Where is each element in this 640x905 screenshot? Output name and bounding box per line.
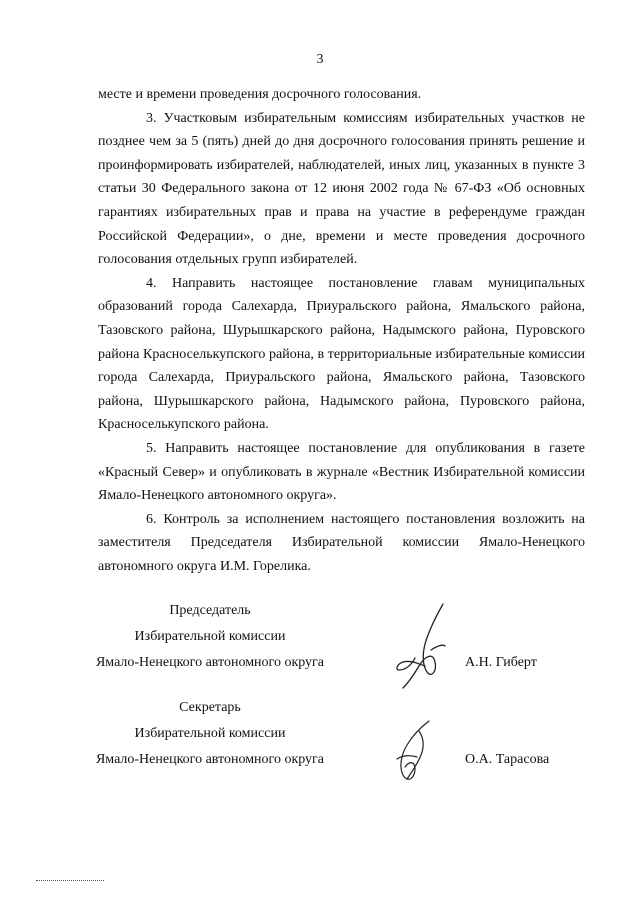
paragraph-item-5: 5. Направить настоящее постановление для опубликования в газете «Красный Север» и опубликовать в журнале «Вестник Избирательной комиссии Ямало-Ненецкого автономного округа». — [98, 440, 585, 504]
signatory-name: А.Н. Гиберт — [465, 655, 537, 670]
paragraph-item-3: 3. Участковым избирательным комиссиям избирательных участков не позднее чем за 5 (пять) дней до дня досрочного голосования принять решение и проинформировать избирателей, наблюдателей, иных лиц, указанных в пункте 3 статьи 30 Федерального закона от 12 июня 2002 года № 67-ФЗ «Об основных гарантиях избирательных прав и права на участие в референдуме граждан Российской Федерации», о дне, времени и месте проведения досрочного голосования отдельных групп избирателей. — [98, 110, 585, 268]
signature-role-line: Избирательной комиссии — [134, 629, 286, 644]
handwritten-signature-icon — [385, 600, 460, 700]
paragraph-continuation: месте и времени проведения досрочного голосования. — [98, 87, 422, 102]
signature-role-line: Ямало-Ненецкого автономного округа — [95, 655, 325, 670]
page-number: 3 — [316, 52, 324, 67]
signatory-name: О.А. Тарасова — [465, 752, 550, 767]
document-body — [98, 83, 585, 578]
paragraph-item-6: 6. Контроль за исполнением настоящего постановления возложить на заместителя Председателя Избирательной комиссии Ямало-Ненецкого автономного округа И.М. Горелика. — [98, 511, 585, 574]
handwritten-signature-icon — [385, 715, 445, 795]
signature-role-title: Председатель — [169, 603, 251, 618]
footer-divider — [36, 880, 104, 881]
paragraph-item-4: 4. Направить настоящее постановление главам муниципальных образований города Салехарда, Приуральского района, Ямальского района, Тазовского района, Шурышкарского района, Надымского района, Пуровского района Красноселькупского района, в территориальные избирательные комиссии города Салехарда, Приуральского района, Ямальского района, Тазовского района, Шурышкарского района, Надымского района, Пуровского района, Красноселькупского района. — [98, 275, 585, 433]
signature-role-line: Ямало-Ненецкого автономного округа — [95, 752, 325, 767]
signature-role-line: Избирательной комиссии — [134, 726, 286, 741]
signature-role-title: Секретарь — [179, 700, 241, 715]
